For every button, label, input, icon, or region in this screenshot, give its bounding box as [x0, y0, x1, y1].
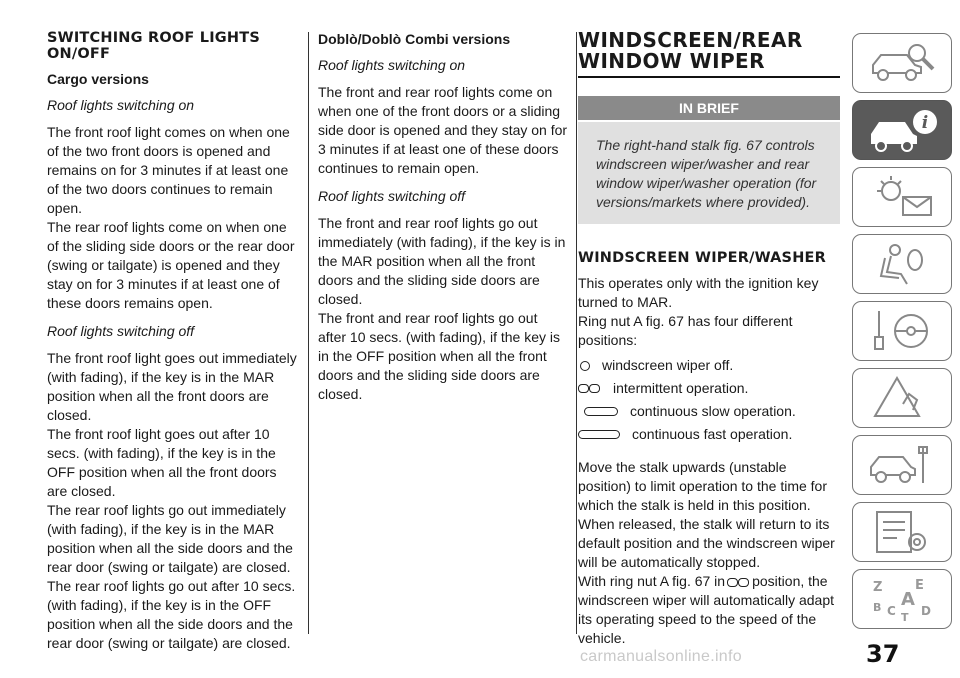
subtitle-cargo-versions: Cargo versions: [47, 71, 149, 87]
warning-lights-message-icon: [865, 173, 939, 221]
wiper-intermittent-symbol-icon: [727, 578, 750, 587]
wiper-slow-symbol-icon: [584, 407, 618, 416]
chapter-tabs: [852, 33, 954, 636]
svg-text:A: A: [901, 589, 915, 610]
svg-text:E: E: [915, 578, 924, 593]
chapter-title: WINDSCREEN/REAR WINDOW WIPER: [578, 30, 840, 78]
key-steering-wheel-icon: [865, 307, 939, 355]
subtitle-doblo-versions: Doblò/Doblò Combi versions: [318, 31, 511, 47]
tab-airbag-seat[interactable]: [852, 234, 952, 294]
section-title-windscreen-wiper: WINDSCREEN WIPER/WASHER: [578, 250, 826, 266]
paragraph: Move the stalk upwards (unstable position) to limit operation to the time for which the stalk is held in this position. When released, the stalk will return to its default position and the windscreen wiper will be automatically stopped.: [578, 459, 835, 570]
svg-text:i: i: [921, 113, 929, 133]
svg-text:B: B: [873, 601, 882, 614]
paragraph: The front and rear roof lights go out immediately (with fading), if the key is in the MAR position when all the front doors and the sliding side doors are closed.: [318, 215, 566, 307]
text-fragment: position, the windscreen wiper will automatically adapt its operating speed to the speed of the vehicle.: [578, 573, 835, 646]
heading-roof-lights-off: Roof lights switching off: [318, 188, 466, 204]
page-number: 37: [866, 640, 900, 668]
column-right: [578, 30, 840, 657]
svg-text:T: T: [901, 611, 909, 623]
paragraph: Ring nut A fig. 67 has four different positions:: [578, 313, 793, 348]
tab-key-steering[interactable]: [852, 301, 952, 361]
column-left: [47, 30, 298, 662]
heading-roof-lights-on: Roof lights switching on: [318, 57, 466, 73]
car-magnifier-icon: [865, 39, 939, 87]
heading-roof-lights-off: Roof lights switching off: [47, 323, 195, 339]
tab-warning-triangle[interactable]: [852, 368, 952, 428]
alphabetical-index-icon: [865, 575, 939, 623]
paragraph-auto-speed: [578, 572, 840, 648]
car-wrench-icon: [865, 441, 939, 489]
column-divider: [308, 32, 309, 634]
paragraph: The front and rear roof lights go out after 10 secs. (with fading), if the key is in the OFF position when all the front doors and the sliding side doors are closed.: [318, 310, 560, 402]
paragraph: The front and rear roof lights come on when one of the front doors or a sliding side door is opened and they stay on for 3 minutes if at least one of these doors continues to remain open.: [318, 84, 568, 176]
column-middle: [318, 30, 568, 413]
svg-text:D: D: [921, 604, 931, 618]
text-fragment: With ring nut A fig. 67 in: [578, 573, 726, 589]
heading-roof-lights-on: Roof lights switching on: [47, 97, 195, 113]
paragraph: The front roof light goes out after 10 secs. (with fading), if the key is in the OFF position when all the front doors are closed.: [47, 426, 277, 499]
wiper-fast-symbol-icon: [578, 430, 620, 439]
tab-car-magnifier[interactable]: [852, 33, 952, 93]
airbag-seat-icon: [865, 240, 939, 288]
tab-car-wrench[interactable]: [852, 435, 952, 495]
position-intermittent: [578, 379, 840, 398]
position-label: windscreen wiper off.: [602, 357, 734, 373]
wiper-off-symbol-icon: [580, 361, 590, 371]
tab-warning-lights[interactable]: [852, 167, 952, 227]
watermark: carmanualsonline.info: [580, 648, 742, 665]
column-divider: [576, 32, 577, 634]
technical-data-gear-icon: [865, 508, 939, 556]
in-brief-heading: IN BRIEF: [578, 96, 840, 120]
tab-car-info[interactable]: [852, 100, 952, 160]
tab-technical-data[interactable]: [852, 502, 952, 562]
position-label: continuous fast operation.: [632, 426, 793, 442]
tab-alphabetical-index[interactable]: [852, 569, 952, 629]
position-fast: [578, 425, 840, 444]
svg-text:Z: Z: [873, 580, 883, 595]
warning-triangle-icon: [865, 374, 939, 422]
paragraph: The front roof light goes out immediately (with fading), if the key is in the MAR position when all the front doors are closed.: [47, 350, 297, 423]
wiper-intermittent-symbol-icon: [578, 384, 601, 393]
paragraph: The rear roof lights go out immediately (with fading), if the key is in the MAR position when all the side doors and the rear door (swing or tailgate) are closed.: [47, 502, 293, 575]
position-off: [578, 356, 840, 375]
paragraph: The front roof light comes on when one of the two front doors is opened and remains on for 3 minutes if at least one of the two doors continues to remain open.: [47, 124, 290, 216]
section-title-roof-lights: SWITCHING ROOF LIGHTS ON/OFF: [47, 30, 260, 62]
paragraph: This operates only with the ignition key turned to MAR.: [578, 275, 819, 310]
car-info-icon: [865, 106, 939, 154]
svg-text:C: C: [887, 604, 896, 618]
paragraph: The rear roof lights go out after 10 secs. (with fading), if the key is in the OFF position when all the side doors and the rear door (swing or tailgate) are closed.: [47, 578, 296, 651]
position-label: continuous slow operation.: [630, 403, 796, 419]
position-label: intermittent operation.: [613, 380, 749, 396]
position-slow: [578, 402, 840, 421]
paragraph: The rear roof lights come on when one of the sliding side doors or the rear door (swing or tailgate) is opened and they stay on for 3 minutes if at least one of these doors remains open.: [47, 219, 295, 311]
in-brief-box: The right-hand stalk fig. 67 controls windscreen wiper/washer and rear window wiper/washer operation (for versions/markets where provided).: [578, 122, 840, 224]
